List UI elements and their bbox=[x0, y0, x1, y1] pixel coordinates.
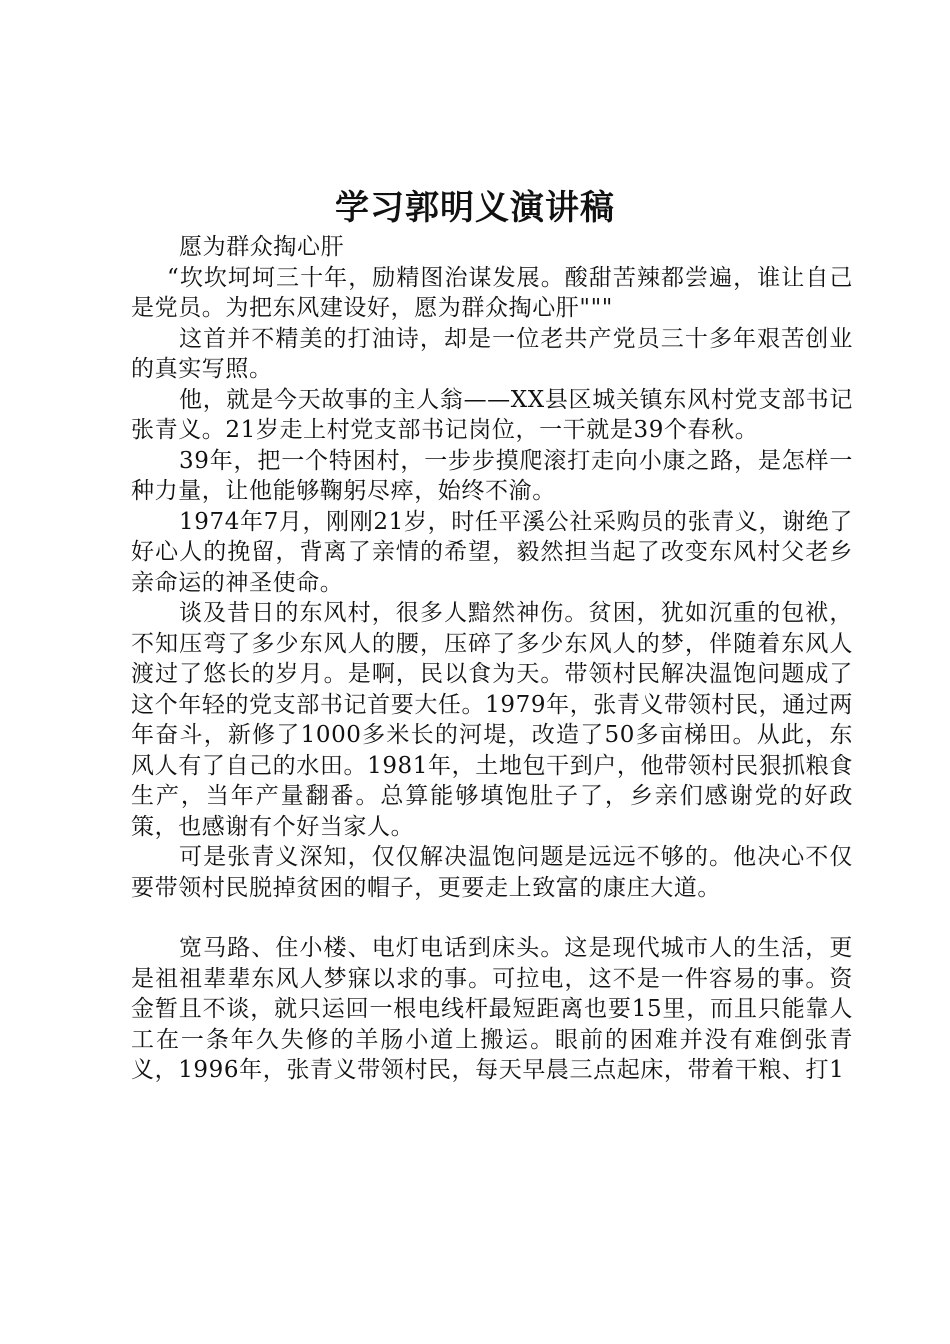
paragraph: 39年，把一个特困村，一步步摸爬滚打走向小康之路，是怎样一种力量，让他能够鞠躬尽瘁，始终不渝。 bbox=[131, 447, 853, 504]
paragraph: 他，就是今天故事的主人翁——XX县区城关镇东风村党支部书记张青义。21岁走上村党支部书记岗位，一干就是39个春秋。 bbox=[131, 386, 853, 443]
paragraph: 这首并不精美的打油诗，却是一位老共产党员三十多年艰苦创业的真实写照。 bbox=[131, 325, 853, 382]
document-body bbox=[131, 232, 853, 1086]
paragraph: 可是张青义深知，仅仅解决温饱问题是远远不够的。他决心不仅要带领村民脱掉贫困的帽子，更要走上致富的康庄大道。 bbox=[131, 844, 853, 901]
document-title: 学习郭明义演讲稿 bbox=[335, 188, 615, 228]
paragraph-gap bbox=[131, 903, 853, 933]
paragraph: 1974年7月，刚刚21岁，时任平溪公社采购员的张青义，谢绝了好心人的挽留，背离了亲情的希望，毅然担当起了改变东风村父老乡亲命运的神圣使命。 bbox=[131, 508, 853, 596]
paragraph: 宽马路、住小楼、电灯电话到床头。这是现代城市人的生活，更是祖祖辈辈东风人梦寐以求的事。可拉电，这不是一件容易的事。资金暂且不谈，就只运回一根电线杆最短距离也要15里，而且只能靠人工在一条年久失修的羊肠小道上搬运。眼前的困难并没有难倒张青义，1996年，张青义带领村民，每天早晨三点起床，带着干粮、打1 bbox=[131, 935, 853, 1083]
paragraph: 谈及昔日的东风村，很多人黯然神伤。贫困，犹如沉重的包袱，不知压弯了多少东风人的腰，压碎了多少东风人的梦，伴随着东风人渡过了悠长的岁月。是啊，民以食为天。带领村民解决温饱问题成了这个年轻的党支部书记首要大任。1979年，张青义带领村民，通过两年奋斗，新修了1000多米长的河堤，改造了50多亩梯田。从此，东风人有了自己的水田。1981年，土地包干到户，他带领村民狠抓粮食生产，当年产量翻番。总算能够填饱肚子了，乡亲们感谢党的好政策，也感谢有个好当家人。 bbox=[131, 600, 853, 840]
paragraph-subtitle: 愿为群众掏心肝 bbox=[179, 234, 345, 260]
paragraph-poem: “坎坎坷坷三十年，励精图治谋发展。酸甜苦辣都尝遍，谁让自己是党员。为把东风建设好，愿为群众掏心肝""" bbox=[131, 264, 853, 321]
